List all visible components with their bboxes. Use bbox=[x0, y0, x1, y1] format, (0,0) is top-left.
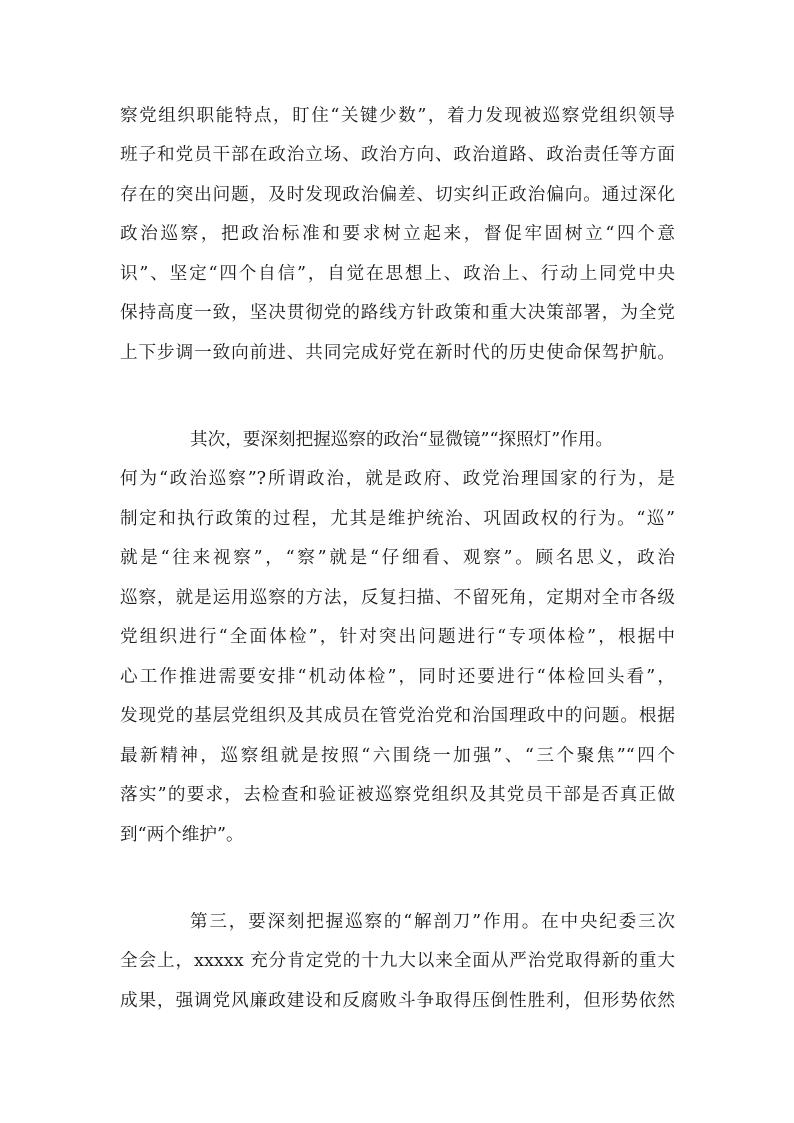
text-line: 到“两个维护”。 bbox=[120, 825, 244, 845]
text-line: 制定和执行政策的过程，尤其是维护统治、巩固政权的行为。“巡” bbox=[120, 509, 675, 529]
text-line: 第三，要深刻把握巡察的“解剖刀”作用。在中央纪委三次 bbox=[190, 912, 675, 932]
text-line: 其次，要深刻把握巡察的政治“显微镜”“探照灯”作用。 bbox=[190, 430, 614, 450]
text-line: 落实”的要求，去检查和验证被巡察党组织及其党员干部是否真正做 bbox=[120, 785, 675, 805]
text-line: 发现党的基层党组织及其成员在管党治党和治国理政中的问题。根据 bbox=[120, 706, 675, 726]
text-line: 巡察，就是运用巡察的方法，反复扫描、不留死角，定期对全市各级 bbox=[120, 588, 675, 608]
text-line: 党组织进行“全面体检”，针对突出问题进行“专项体检”，根据中 bbox=[120, 627, 675, 647]
text-line: 察党组织职能特点，盯住“关键少数”，着力发现被巡察党组织领导 bbox=[120, 106, 675, 126]
text-line: 何为“政治巡察”?所谓政治，就是政府、政党治理国家的行为，是 bbox=[120, 469, 675, 489]
text-line: 识”、坚定“四个自信”，自觉在思想上、政治上、行动上同党中央 bbox=[120, 264, 675, 284]
text-line: 班子和党员干部在政治立场、政治方向、政治道路、政治责任等方面 bbox=[120, 145, 675, 165]
text-line: 存在的突出问题，及时发现政治偏差、切实纠正政治偏向。通过深化 bbox=[120, 185, 675, 205]
text-line: 最新精神，巡察组就是按照“六围绕一加强”、“三个聚焦”“四个 bbox=[120, 746, 675, 766]
text-line: 上下步调一致向前进、共同完成好党在新时代的历史使命保驾护航。 bbox=[120, 343, 675, 363]
text-line: 保持高度一致，坚决贯彻党的路线方针政策和重大决策部署，为全党 bbox=[120, 303, 675, 323]
text-line: 成果，强调党风廉政建设和反腐败斗争取得压倒性胜利，但形势依然 bbox=[120, 991, 675, 1011]
text-line: 全会上，xxxxx 充分肯定党的十九大以来全面从严治党取得新的重大 bbox=[120, 951, 675, 971]
text-line: 就是“往来视察”，“察”就是“仔细看、观察”。顾名思义，政治 bbox=[120, 548, 675, 568]
text-line: 心工作推进需要安排“机动体检”，同时还要进行“体检回头看”， bbox=[120, 667, 675, 687]
text-line: 政治巡察，把政治标准和要求树立起来，督促牢固树立“四个意 bbox=[120, 224, 675, 244]
